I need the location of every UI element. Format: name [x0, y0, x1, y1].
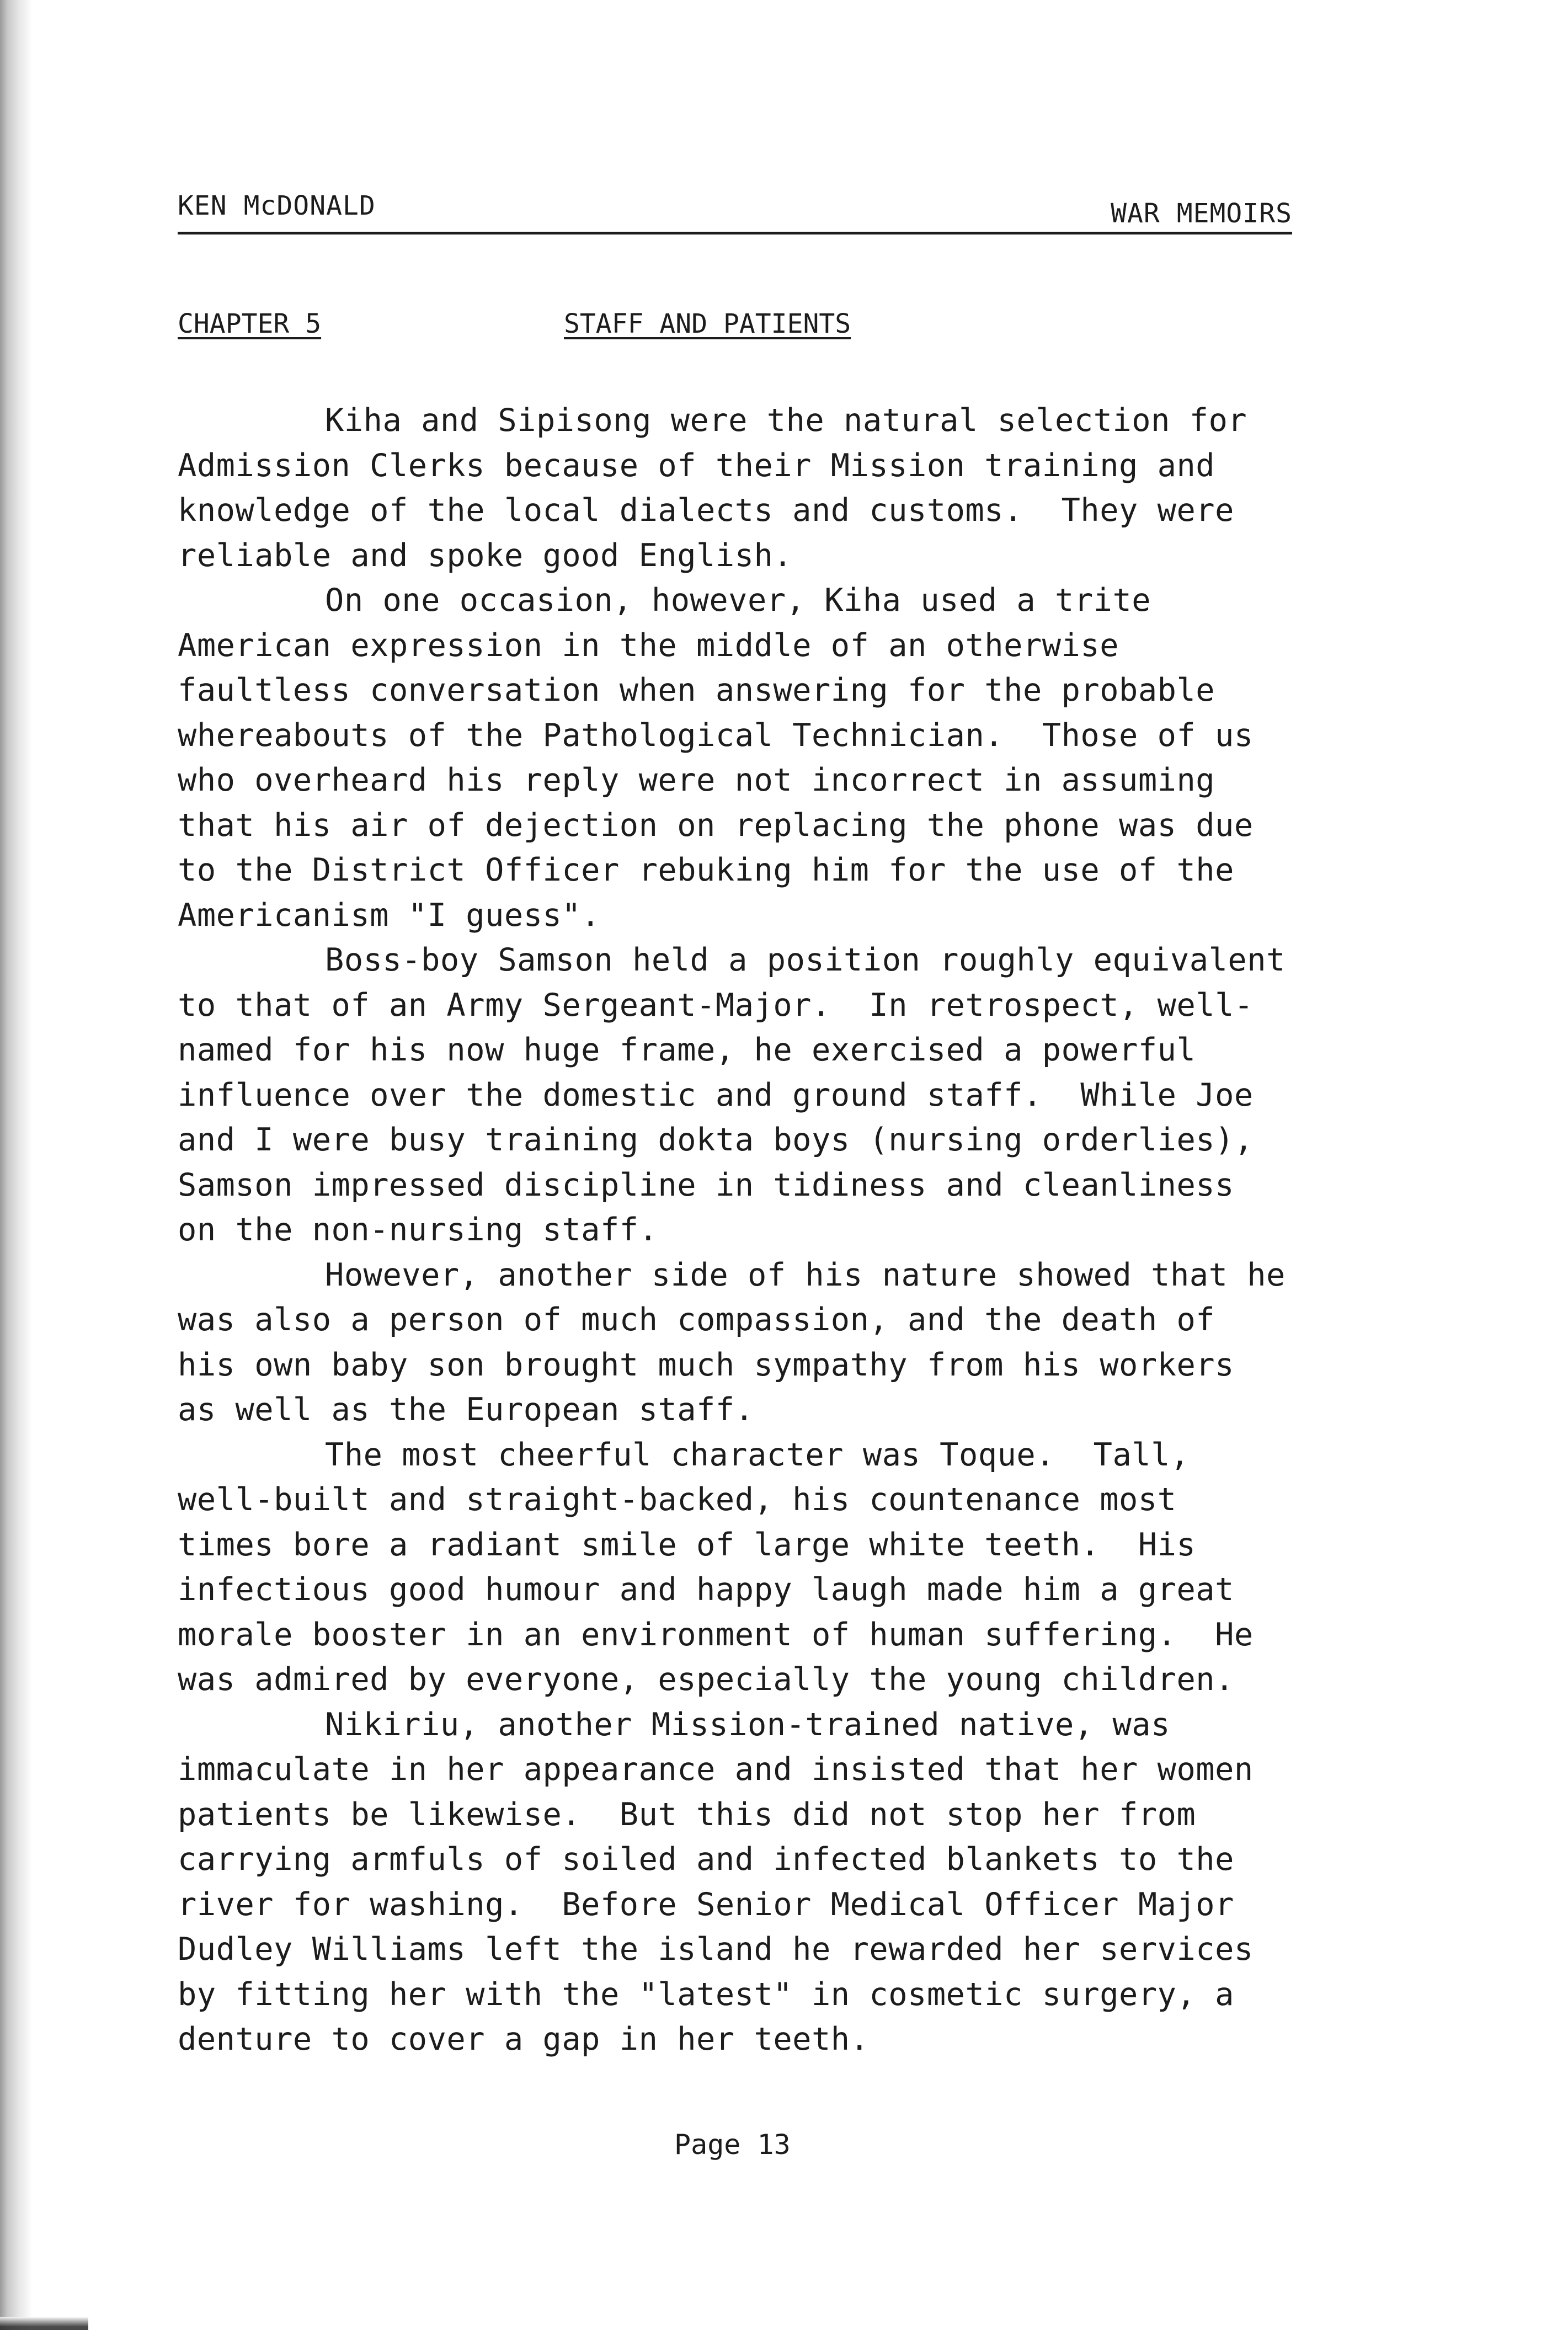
paragraph-line: his own baby son brought much sympathy from his workers — [178, 1346, 1234, 1383]
paragraph-line: and I were busy training dokta boys (nursing orderlies), — [178, 1122, 1254, 1158]
chapter-title: STAFF AND PATIENTS — [564, 308, 851, 339]
paragraph-first-line: Boss-boy Samson held a position roughly equivalent — [325, 942, 1286, 978]
paragraph-line: who overheard his reply were not incorrect in assuming — [178, 762, 1215, 798]
running-header — [178, 186, 1292, 234]
paragraph-line: that his air of dejection on replacing the phone was due — [178, 807, 1254, 844]
paragraph-line: morale booster in an environment of human suffering. He — [178, 1616, 1254, 1653]
paragraph-line: knowledge of the local dialects and customs. They were — [178, 492, 1234, 529]
page-number: Page 13 — [674, 2129, 791, 2161]
paragraph-line: carrying armfuls of soiled and infected blankets to the — [178, 1841, 1234, 1878]
header-book-title: WAR MEMOIRS — [1111, 198, 1292, 229]
paragraph-line: patients be likewise. But this did not stop her from — [178, 1796, 1196, 1833]
paragraph-line: immaculate in her appearance and insisted that her women — [178, 1751, 1254, 1788]
paragraph — [178, 398, 1336, 578]
paragraph-line: infectious good humour and happy laugh made him a great — [178, 1571, 1234, 1608]
paragraph-line: river for washing. Before Senior Medical Officer Major — [178, 1886, 1234, 1923]
paragraph-line: by fitting her with the "latest" in cosmetic surgery, a — [178, 1976, 1234, 2013]
chapter-heading — [178, 305, 1171, 343]
paragraph-first-line: On one occasion, however, Kiha used a trite — [325, 582, 1151, 619]
paragraph-line: was admired by everyone, especially the young children. — [178, 1661, 1234, 1698]
paragraph — [178, 1703, 1336, 2062]
paragraph-line: to that of an Army Sergeant-Major. In retrospect, well- — [178, 987, 1254, 1023]
paragraph-line: whereabouts of the Pathological Technician. Those of us — [178, 717, 1254, 754]
paragraph-first-line: Nikiriu, another Mission-trained native, was — [325, 1706, 1170, 1743]
paragraph — [178, 1433, 1336, 1703]
paragraph-line: on the non-nursing staff. — [178, 1212, 658, 1248]
paragraph-line: Admission Clerks because of their Mission training and — [178, 447, 1215, 484]
paragraph — [178, 938, 1336, 1253]
paragraph-line: reliable and spoke good English. — [178, 537, 793, 574]
paragraph-line: times bore a radiant smile of large white teeth. His — [178, 1526, 1196, 1563]
chapter-label: CHAPTER 5 — [178, 308, 322, 339]
paragraph-line: Americanism "I guess". — [178, 897, 600, 934]
paragraph-line: Dudley Williams left the island he rewarded her services — [178, 1931, 1254, 1968]
paragraph-line: influence over the domestic and ground staff. While Joe — [178, 1076, 1254, 1113]
paragraph-first-line: The most cheerful character was Toque. Tall, — [325, 1436, 1190, 1473]
paragraph-first-line: However, another side of his nature showed that he — [325, 1256, 1286, 1293]
paragraph — [178, 578, 1336, 938]
paragraph-line: was also a person of much compassion, and the death of — [178, 1302, 1215, 1338]
paragraph — [178, 1253, 1336, 1433]
paragraph-line: as well as the European staff. — [178, 1391, 754, 1428]
paragraph-line: well-built and straight-backed, his countenance most — [178, 1481, 1177, 1518]
paragraph-line: American expression in the middle of an otherwise — [178, 627, 1119, 664]
header-author: KEN McDONALD — [178, 190, 376, 221]
paragraph-line: to the District Officer rebuking him for the use of the — [178, 852, 1234, 888]
paragraph-line: Samson impressed discipline in tidiness and cleanliness — [178, 1166, 1234, 1203]
paragraph-line: faultless conversation when answering for the probable — [178, 672, 1215, 708]
body-text — [178, 398, 1336, 2062]
paragraph-line: denture to cover a gap in her teeth. — [178, 2021, 870, 2057]
paragraph-line: named for his now huge frame, he exercised a powerful — [178, 1032, 1196, 1068]
paragraph-first-line: Kiha and Sipisong were the natural selection for — [325, 402, 1247, 439]
